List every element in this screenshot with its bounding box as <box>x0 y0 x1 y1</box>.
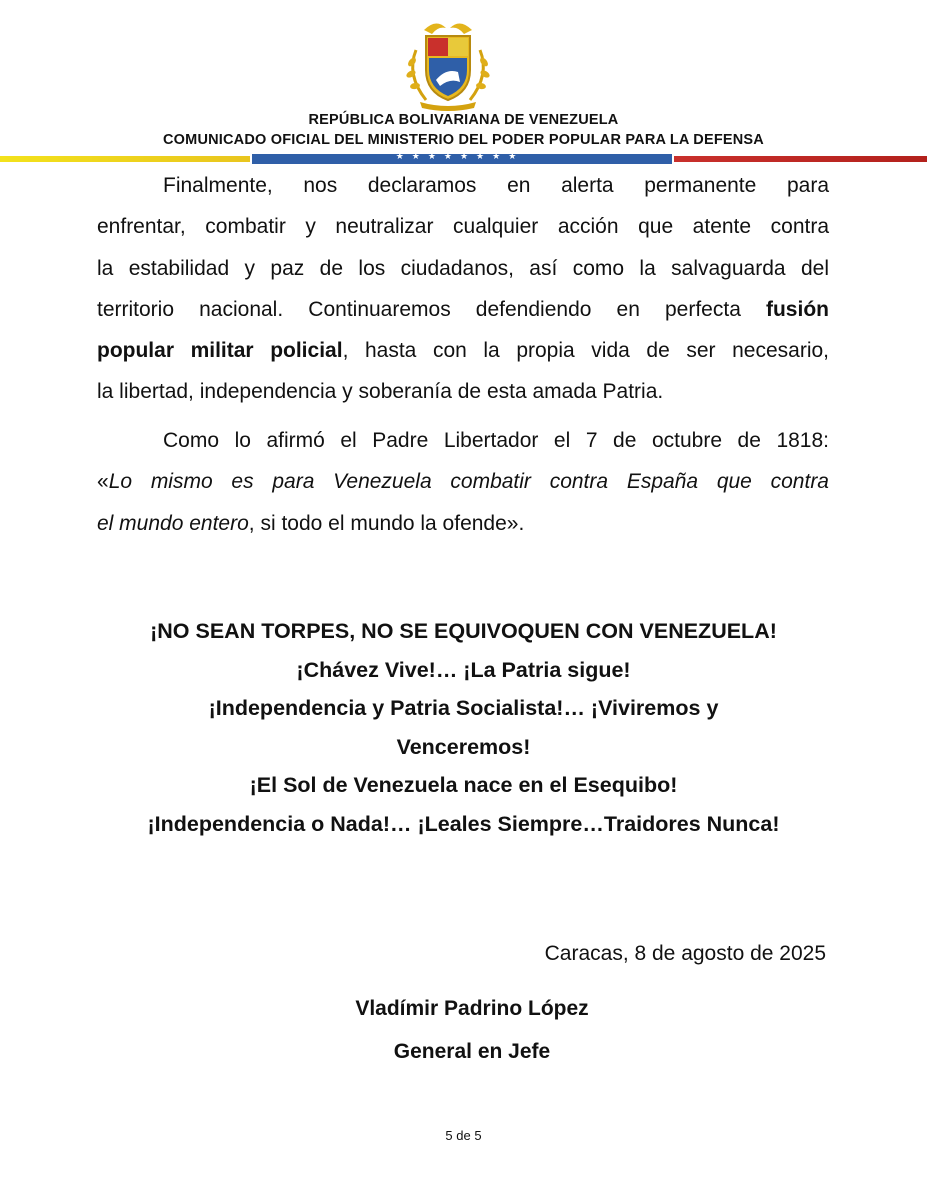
place-date: Caracas, 8 de agosto de 2025 <box>544 942 826 965</box>
flag-stars-icon: ★★★★★★★★ <box>395 152 525 162</box>
paragraph-line: la estabilidad y paz de los ciudadanos, así como la salvaguarda del <box>97 256 829 280</box>
page-number: 5 de 5 <box>445 1128 482 1143</box>
quote-mark: « <box>97 470 109 494</box>
paragraph-line: Como lo afirmó el Padre Libertador el 7 de octubre de 1818: <box>163 429 829 452</box>
slogan-line: ¡NO SEAN TORPES, NO SE EQUIVOQUEN CON VENEZUELA! <box>150 619 777 643</box>
paragraph-quote <box>97 420 829 544</box>
flag-yellow-stripe <box>0 156 250 162</box>
header-country-title: REPÚBLICA BOLIVARIANA DE VENEZUELA <box>308 112 619 128</box>
paragraph-line: Finalmente, nos declaramos en alerta permanente para <box>163 174 829 197</box>
signer-name: Vladímir Padrino López <box>355 997 589 1020</box>
paragraph-text: , hasta con la propia vida de ser necesario, <box>342 339 830 363</box>
paragraph-line <box>97 289 829 330</box>
paragraph-text: territorio nacional. Continuaremos defendiendo en perfecta <box>97 297 741 321</box>
flag-red-stripe <box>674 156 927 162</box>
header-communique-title: COMUNICADO OFICIAL DEL MINISTERIO DEL PODER POPULAR PARA LA DEFENSA <box>163 132 764 148</box>
paragraph-line: la libertad, independencia y soberanía de esta amada Patria. <box>97 380 664 404</box>
slogan-line: ¡Chávez Vive!… ¡La Patria sigue! <box>296 657 631 682</box>
paragraph-text: , si todo el mundo la ofende». <box>248 511 525 535</box>
paragraph-line <box>97 503 829 544</box>
slogans-block <box>90 612 837 843</box>
paragraph-line <box>97 330 829 371</box>
emphasis-text: popular militar policial <box>97 339 343 363</box>
quote-text: Lo mismo es para Venezuela combatir contra España que contra <box>108 470 829 494</box>
coat-of-arms-icon <box>396 10 500 114</box>
signer-rank: General en Jefe <box>393 1040 551 1063</box>
slogan-line: Venceremos! <box>396 734 531 759</box>
emphasis-text: fusión <box>765 297 829 321</box>
paragraph-line <box>97 461 829 502</box>
quote-text: el mundo entero <box>97 511 249 535</box>
slogan-line: ¡Independencia o Nada!… ¡Leales Siempre…Traidores Nunca! <box>147 811 780 836</box>
slogan-line: ¡Independencia y Patria Socialista!… ¡Viviremos y <box>208 696 719 720</box>
paragraph-line: enfrentar, combatir y neutralizar cualquier acción que atente contra <box>97 215 829 239</box>
paragraph-alert <box>97 165 829 413</box>
slogan-line: ¡El Sol de Venezuela nace en el Esequibo! <box>249 773 678 797</box>
